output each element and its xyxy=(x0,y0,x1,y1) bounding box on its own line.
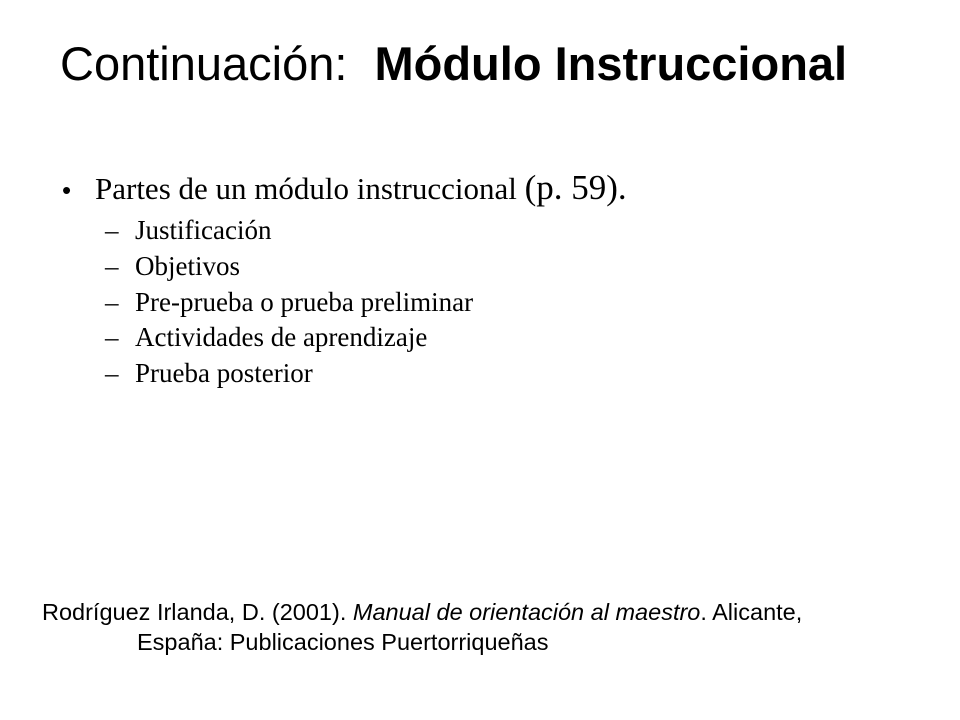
bullet-marker: • xyxy=(62,175,72,205)
sub-item xyxy=(105,285,474,321)
sub-item-list xyxy=(105,213,474,392)
citation-publisher: España: Publicaciones Puertorriqueñas xyxy=(137,629,549,655)
sub-item xyxy=(105,249,473,285)
citation xyxy=(42,597,922,657)
citation-location: . Alicante, xyxy=(700,599,803,625)
bullet-text: Partes de un módulo instruccional xyxy=(95,171,517,206)
sub-item-text: Pre-prueba o prueba preliminar xyxy=(135,286,474,317)
sub-item xyxy=(105,356,473,392)
sub-item-marker: – xyxy=(105,358,119,388)
sub-item-marker: – xyxy=(105,322,119,353)
citation-authors: Rodríguez Irlanda, D. (2001). xyxy=(42,599,347,625)
sub-item-marker: – xyxy=(105,215,119,245)
title-prefix: Continuación: xyxy=(60,37,348,90)
sub-item-text: Actividades de aprendizaje xyxy=(135,322,428,353)
sub-item-marker: – xyxy=(105,286,119,317)
main-bullet xyxy=(62,168,627,207)
sub-item xyxy=(105,320,473,356)
sub-item-text: Justificación xyxy=(135,215,272,245)
sub-item-marker: – xyxy=(105,250,119,281)
page-reference: (p. 59). xyxy=(524,168,627,207)
sub-item-text: Prueba posterior xyxy=(135,358,313,388)
title-emphasis: Módulo Instruccional xyxy=(374,37,848,90)
sub-item-text: Objetivos xyxy=(135,250,240,281)
slide-title xyxy=(60,37,848,90)
citation-work-title: Manual de orientación al maestro xyxy=(352,599,701,625)
sub-item xyxy=(105,213,473,249)
